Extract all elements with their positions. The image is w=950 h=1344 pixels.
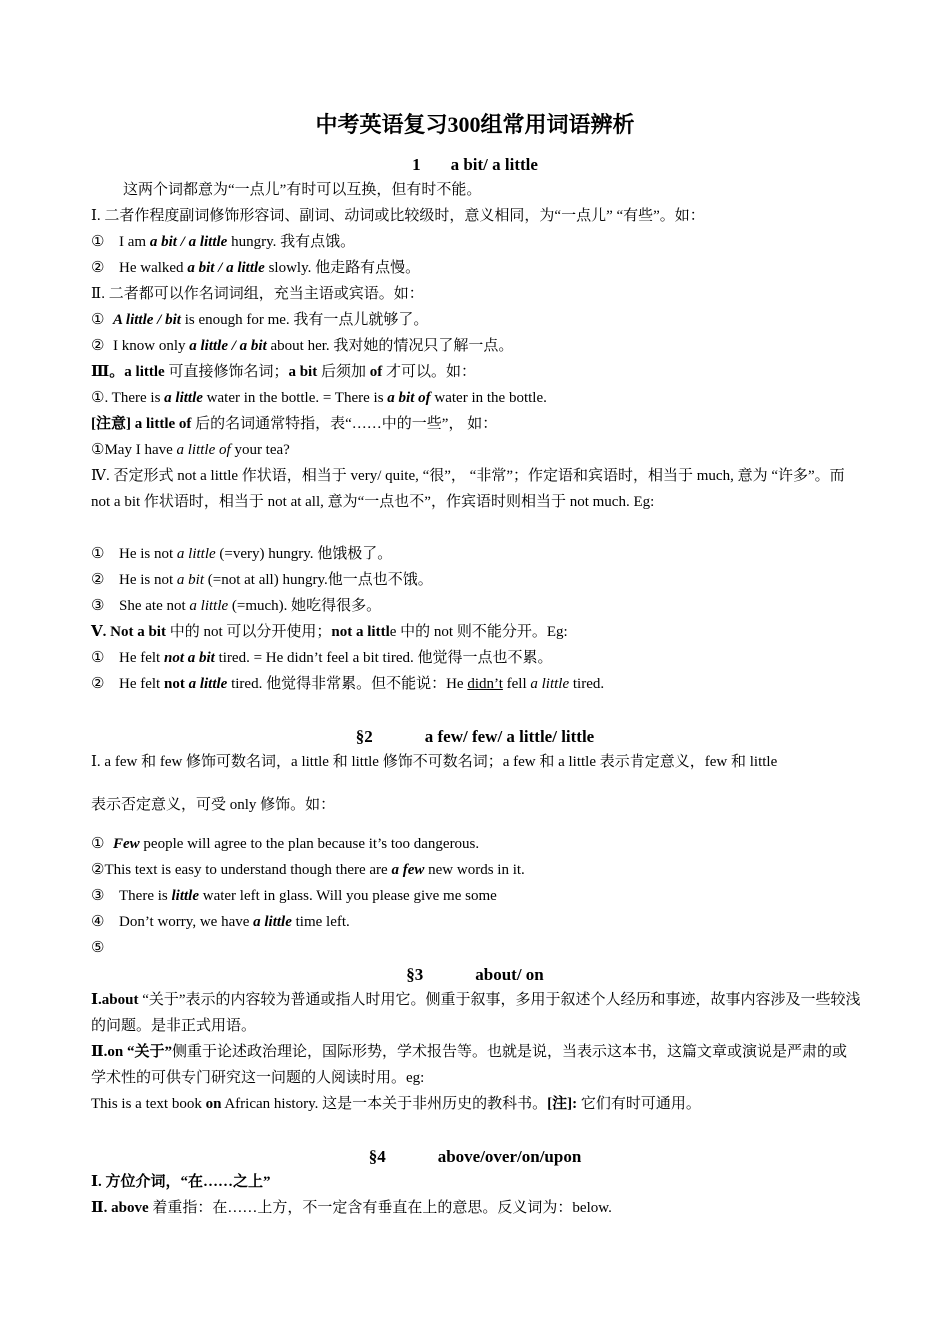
rule-3: Ⅲ。a little 可直接修饰名词；a bit 后须加 of 才可以。如： [91,364,476,380]
example-line: ② He walked a bit / a little slowly. 他走路有点慢。 [91,260,421,276]
rule-4: Ⅳ. 否定形式 not a little 作状语，相当于 very/ quite, “很”， “非常”；作定语和宾语时，相当于 much, 意为 “许多”。而 not a bit 作状语时，相当于 not at all, 意为“一点也不”，作宾语时则相当于 not much. Eg: [91,468,845,510]
example-line: ① I am a bit / a little hungry. 我有点饿。 [91,234,356,250]
rule-5: Ⅴ. Not a bit 中的 not 可以分开使用；not a little 中的 not 则不能分开。Eg: [91,624,568,640]
example-line: ③ There is little water left in glass. Will you please give me some [91,888,497,904]
rule-1: Ⅰ. 方位介词，“在……之上” [91,1174,271,1190]
section-1-heading [0,154,950,176]
section-number: §3 [406,965,424,984]
example-line: ② He felt not a little tired. 他觉得非常累。但不能说：He didn’t fell a little tired. [91,676,605,692]
rule-1: Ⅰ. a few 和 few 修饰可数名词，a little 和 little 修饰不可数名词；a few 和 a little 表示肯定意义，few 和 little [91,754,778,770]
intro-paragraph: 这两个词都意为“一点儿”有时可以互换，但有时不能。 [123,182,482,198]
example-line: ① A little / bit is enough for me. 我有一点儿就够了。 [91,312,429,328]
section-4-heading [0,1146,950,1168]
document-title: 中考英语复习300组常用词语辨析 [315,112,635,137]
section-number: §2 [355,727,373,746]
section-number: §4 [368,1147,386,1166]
section-title: a few/ few/ a little/ little [424,727,595,746]
example-line: ① Few people will agree to the plan because it’s too dangerous. [91,836,480,852]
section-title: about/ on [475,965,544,984]
example-line: ②This text is easy to understand though there are a few new words in it. [91,862,525,878]
note-line: [注意] a little of 后的名词通常特指，表“……中的一些”， 如： [91,416,498,432]
example-line: ⑤ [91,940,105,956]
rule-2: Ⅱ. 二者都可以作名词词组，充当主语或宾语。如： [91,286,424,302]
rule-1: Ⅰ.about “关于”表示的内容较为普通或指人时用它。侧重于叙事，多用于叙述个人经历和事迹，故事内容涉及一些较浅的问题。是非正式用语。 [91,992,861,1034]
example-line: ② He is not a bit (=not at all) hungry.他一点也不饿。 [91,572,433,588]
example-line: ①. There is a little water in the bottle. = There is a bit of water in the bottle. [91,390,547,406]
example-line: ③ She ate not a little (=much). 她吃得很多。 [91,598,382,614]
example-line: ② I know only a little / a bit about her. 我对她的情况只了解一点。 [91,338,514,354]
example-line: ④ Don’t worry, we have a little time left. [91,914,350,930]
section-number: 1 [412,155,421,174]
example-line: This is a text book on African history. 这是一本关于非州历史的教科书。[注]: 它们有时可通用。 [91,1096,701,1112]
example-line: ① He felt not a bit tired. = He didn’t feel a bit tired. 他觉得一点也不累。 [91,650,553,666]
rule-2: Ⅱ. above 着重指：在……上方，不一定含有垂直在上的意思。反义词为：below. [91,1200,612,1216]
section-2-heading [0,726,950,748]
section-title: a bit/ a little [450,155,538,174]
example-line: ① He is not a little (=very) hungry. 他饿极了。 [91,546,393,562]
rule-2: Ⅱ.on “关于”侧重于论述政治理论，国际形势，学术报告等。也就是说，当表示这本书，这篇文章或演说是严肃的或学术性的可供专门研究这一问题的人阅读时用。eg: [91,1044,847,1086]
section-title: above/over/on/upon [437,1147,582,1166]
section-3-heading [0,964,950,986]
rule-1-continued: 表示否定意义，可受 only 修饰。如： [91,797,336,813]
rule-1: Ⅰ. 二者作程度副词修饰形容词、副词、动词或比较级时，意义相同，为“一点儿” “有些”。如： [91,208,705,224]
example-line: ①May I have a little of your tea? [91,442,290,458]
